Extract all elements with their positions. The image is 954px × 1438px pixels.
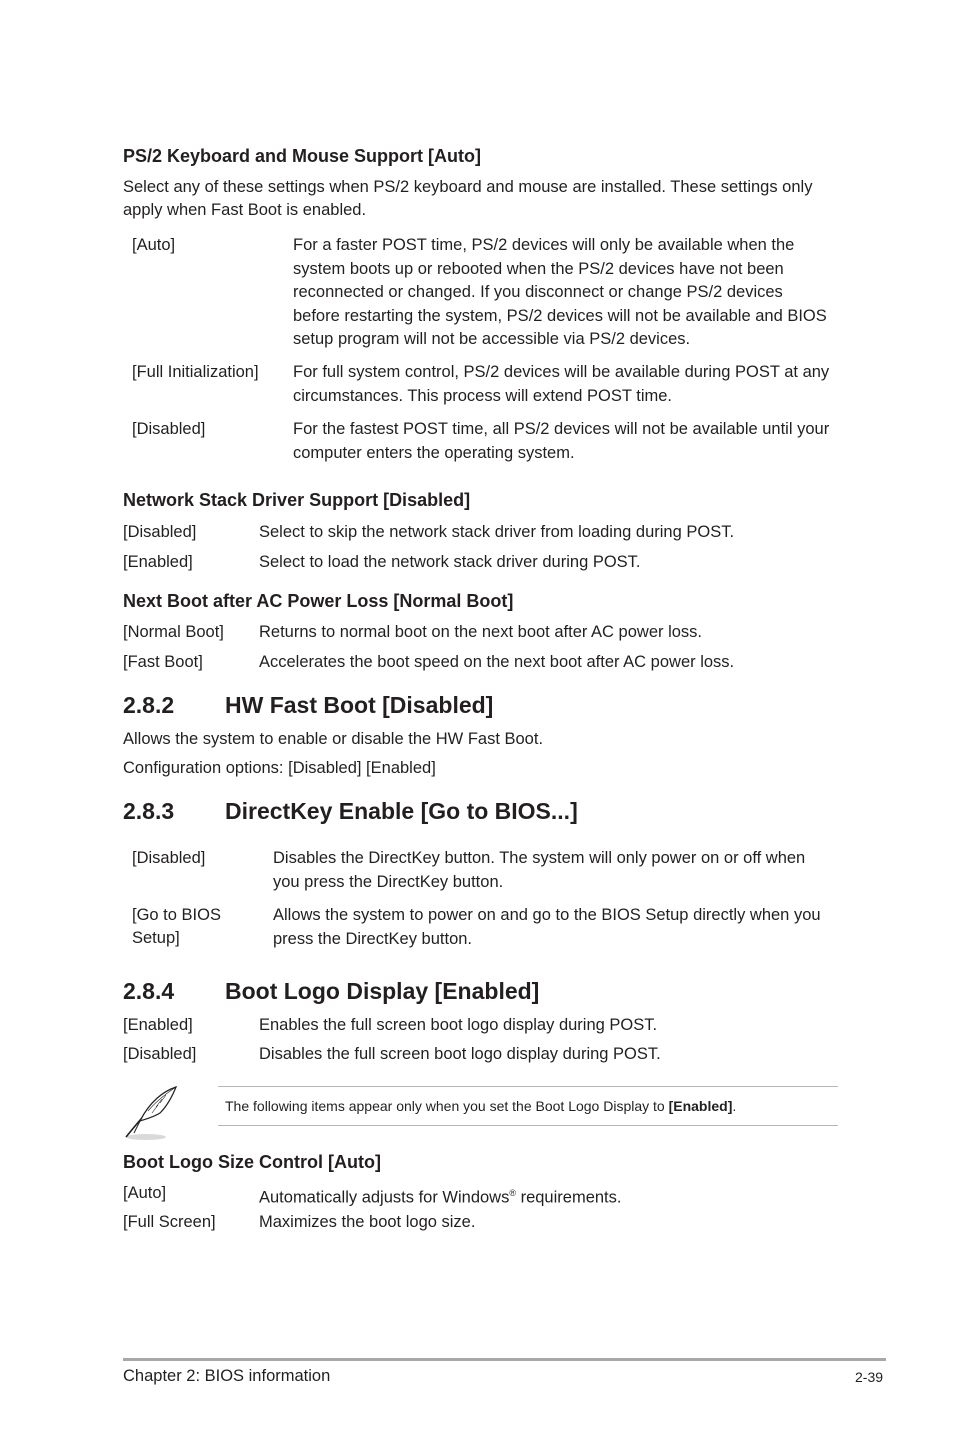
- logosize-auto-desc-post: requirements.: [516, 1188, 622, 1207]
- network-heading: Network Stack Driver Support [Disabled]: [123, 490, 471, 510]
- section-number: 2.8.4: [123, 978, 175, 1004]
- feather-quill-icon: [120, 1083, 180, 1143]
- directkey-option-bios-label-2: Setup]: [132, 929, 180, 947]
- ps2-intro: Select any of these settings when PS/2 keyboard and mouse are installed. These settings only apply when Fast Boot is enabled.: [123, 178, 813, 219]
- note-text-end: .: [732, 1098, 737, 1114]
- directkey-option-disabled-desc: Disables the DirectKey button. The system will only power on or off when you press the DirectKey button.: [273, 849, 806, 891]
- logosize-option-full-label: [Full Screen]: [123, 1213, 216, 1231]
- registered-mark: ®: [509, 1188, 516, 1198]
- network-option-disabled-label: [Disabled]: [123, 523, 197, 541]
- ps2-option-full-desc: For full system control, PS/2 devices will be available during POST at any circumstances. This process will extend POST time.: [293, 363, 830, 405]
- bootlogo-option-disabled-label: [Disabled]: [123, 1045, 197, 1063]
- network-option-enabled-desc: Select to load the network stack driver during POST.: [259, 553, 641, 571]
- section-title: DirectKey Enable [Go to BIOS...]: [225, 798, 578, 824]
- nextboot-option-normal-label: [Normal Boot]: [123, 623, 224, 641]
- directkey-option-bios-desc: Allows the system to power on and go to the BIOS Setup directly when you press the DirectKey button.: [273, 906, 821, 948]
- network-option-disabled-desc: Select to skip the network stack driver from loading during POST.: [259, 523, 735, 541]
- section-number: 2.8.2: [123, 692, 175, 718]
- nextboot-option-fast-label: [Fast Boot]: [123, 653, 203, 671]
- note-top-rule: [218, 1086, 838, 1087]
- bootlogo-option-enabled-desc: Enables the full screen boot logo display during POST.: [259, 1016, 658, 1034]
- nextboot-option-normal-desc: Returns to normal boot on the next boot after AC power loss.: [259, 623, 702, 641]
- section-title: Boot Logo Display [Enabled]: [225, 978, 540, 1004]
- note-text-main: The following items appear only when you set the Boot Logo Display to: [225, 1098, 669, 1114]
- note-text: [225, 1098, 736, 1114]
- nextboot-heading: Next Boot after AC Power Loss [Normal Boot]: [123, 591, 514, 611]
- bootlogo-option-enabled-label: [Enabled]: [123, 1016, 193, 1034]
- section-number: 2.8.3: [123, 798, 175, 824]
- directkey-option-disabled-label: [Disabled]: [132, 849, 206, 867]
- section-2-8-3-title: [123, 798, 578, 825]
- logosize-auto-desc-pre: Automatically adjusts for Windows: [259, 1188, 510, 1207]
- ps2-option-full-label: [Full Initialization]: [132, 363, 259, 381]
- section-2-8-4-title: [123, 978, 539, 1005]
- hw-fast-boot-config: Configuration options: [Disabled] [Enabled]: [123, 759, 436, 777]
- nextboot-option-fast-desc: Accelerates the boot speed on the next boot after AC power loss.: [259, 653, 735, 671]
- logosize-heading: Boot Logo Size Control [Auto]: [123, 1152, 381, 1172]
- note-bottom-rule: [218, 1125, 838, 1126]
- footer-page-number: 2-39: [855, 1369, 884, 1385]
- ps2-option-disabled-desc: For the fastest POST time, all PS/2 devices will not be available until your computer enters the operating system.: [293, 420, 830, 462]
- logosize-option-full-desc: Maximizes the boot logo size.: [259, 1213, 476, 1231]
- logosize-option-auto-desc: [259, 1182, 621, 1210]
- footer-chapter: Chapter 2: BIOS information: [123, 1367, 331, 1385]
- ps2-option-auto-desc: For a faster POST time, PS/2 devices will only be available when the system boots up or rebooted when the PS/2 devices have not been reconnected or changed. If you disconnect or change PS/2 devices before restarting the system, PS/2 devices will not be available and BIOS setup program will not be accessible via PS/2 devices.: [293, 236, 827, 348]
- footer-rule: [123, 1358, 886, 1361]
- section-2-8-2-title: [123, 692, 493, 719]
- section-title: HW Fast Boot [Disabled]: [225, 692, 494, 718]
- logosize-option-auto-label: [Auto]: [123, 1184, 167, 1202]
- ps2-option-auto-label: [Auto]: [132, 236, 176, 254]
- hw-fast-boot-desc: Allows the system to enable or disable the HW Fast Boot.: [123, 730, 544, 748]
- ps2-option-disabled-label: [Disabled]: [132, 420, 206, 438]
- bootlogo-option-disabled-desc: Disables the full screen boot logo display during POST.: [259, 1045, 661, 1063]
- note-text-bold: [Enabled]: [668, 1098, 733, 1114]
- network-option-enabled-label: [Enabled]: [123, 553, 193, 571]
- directkey-option-bios-label-1: [Go to BIOS: [132, 906, 221, 924]
- ps2-heading: PS/2 Keyboard and Mouse Support [Auto]: [123, 146, 482, 166]
